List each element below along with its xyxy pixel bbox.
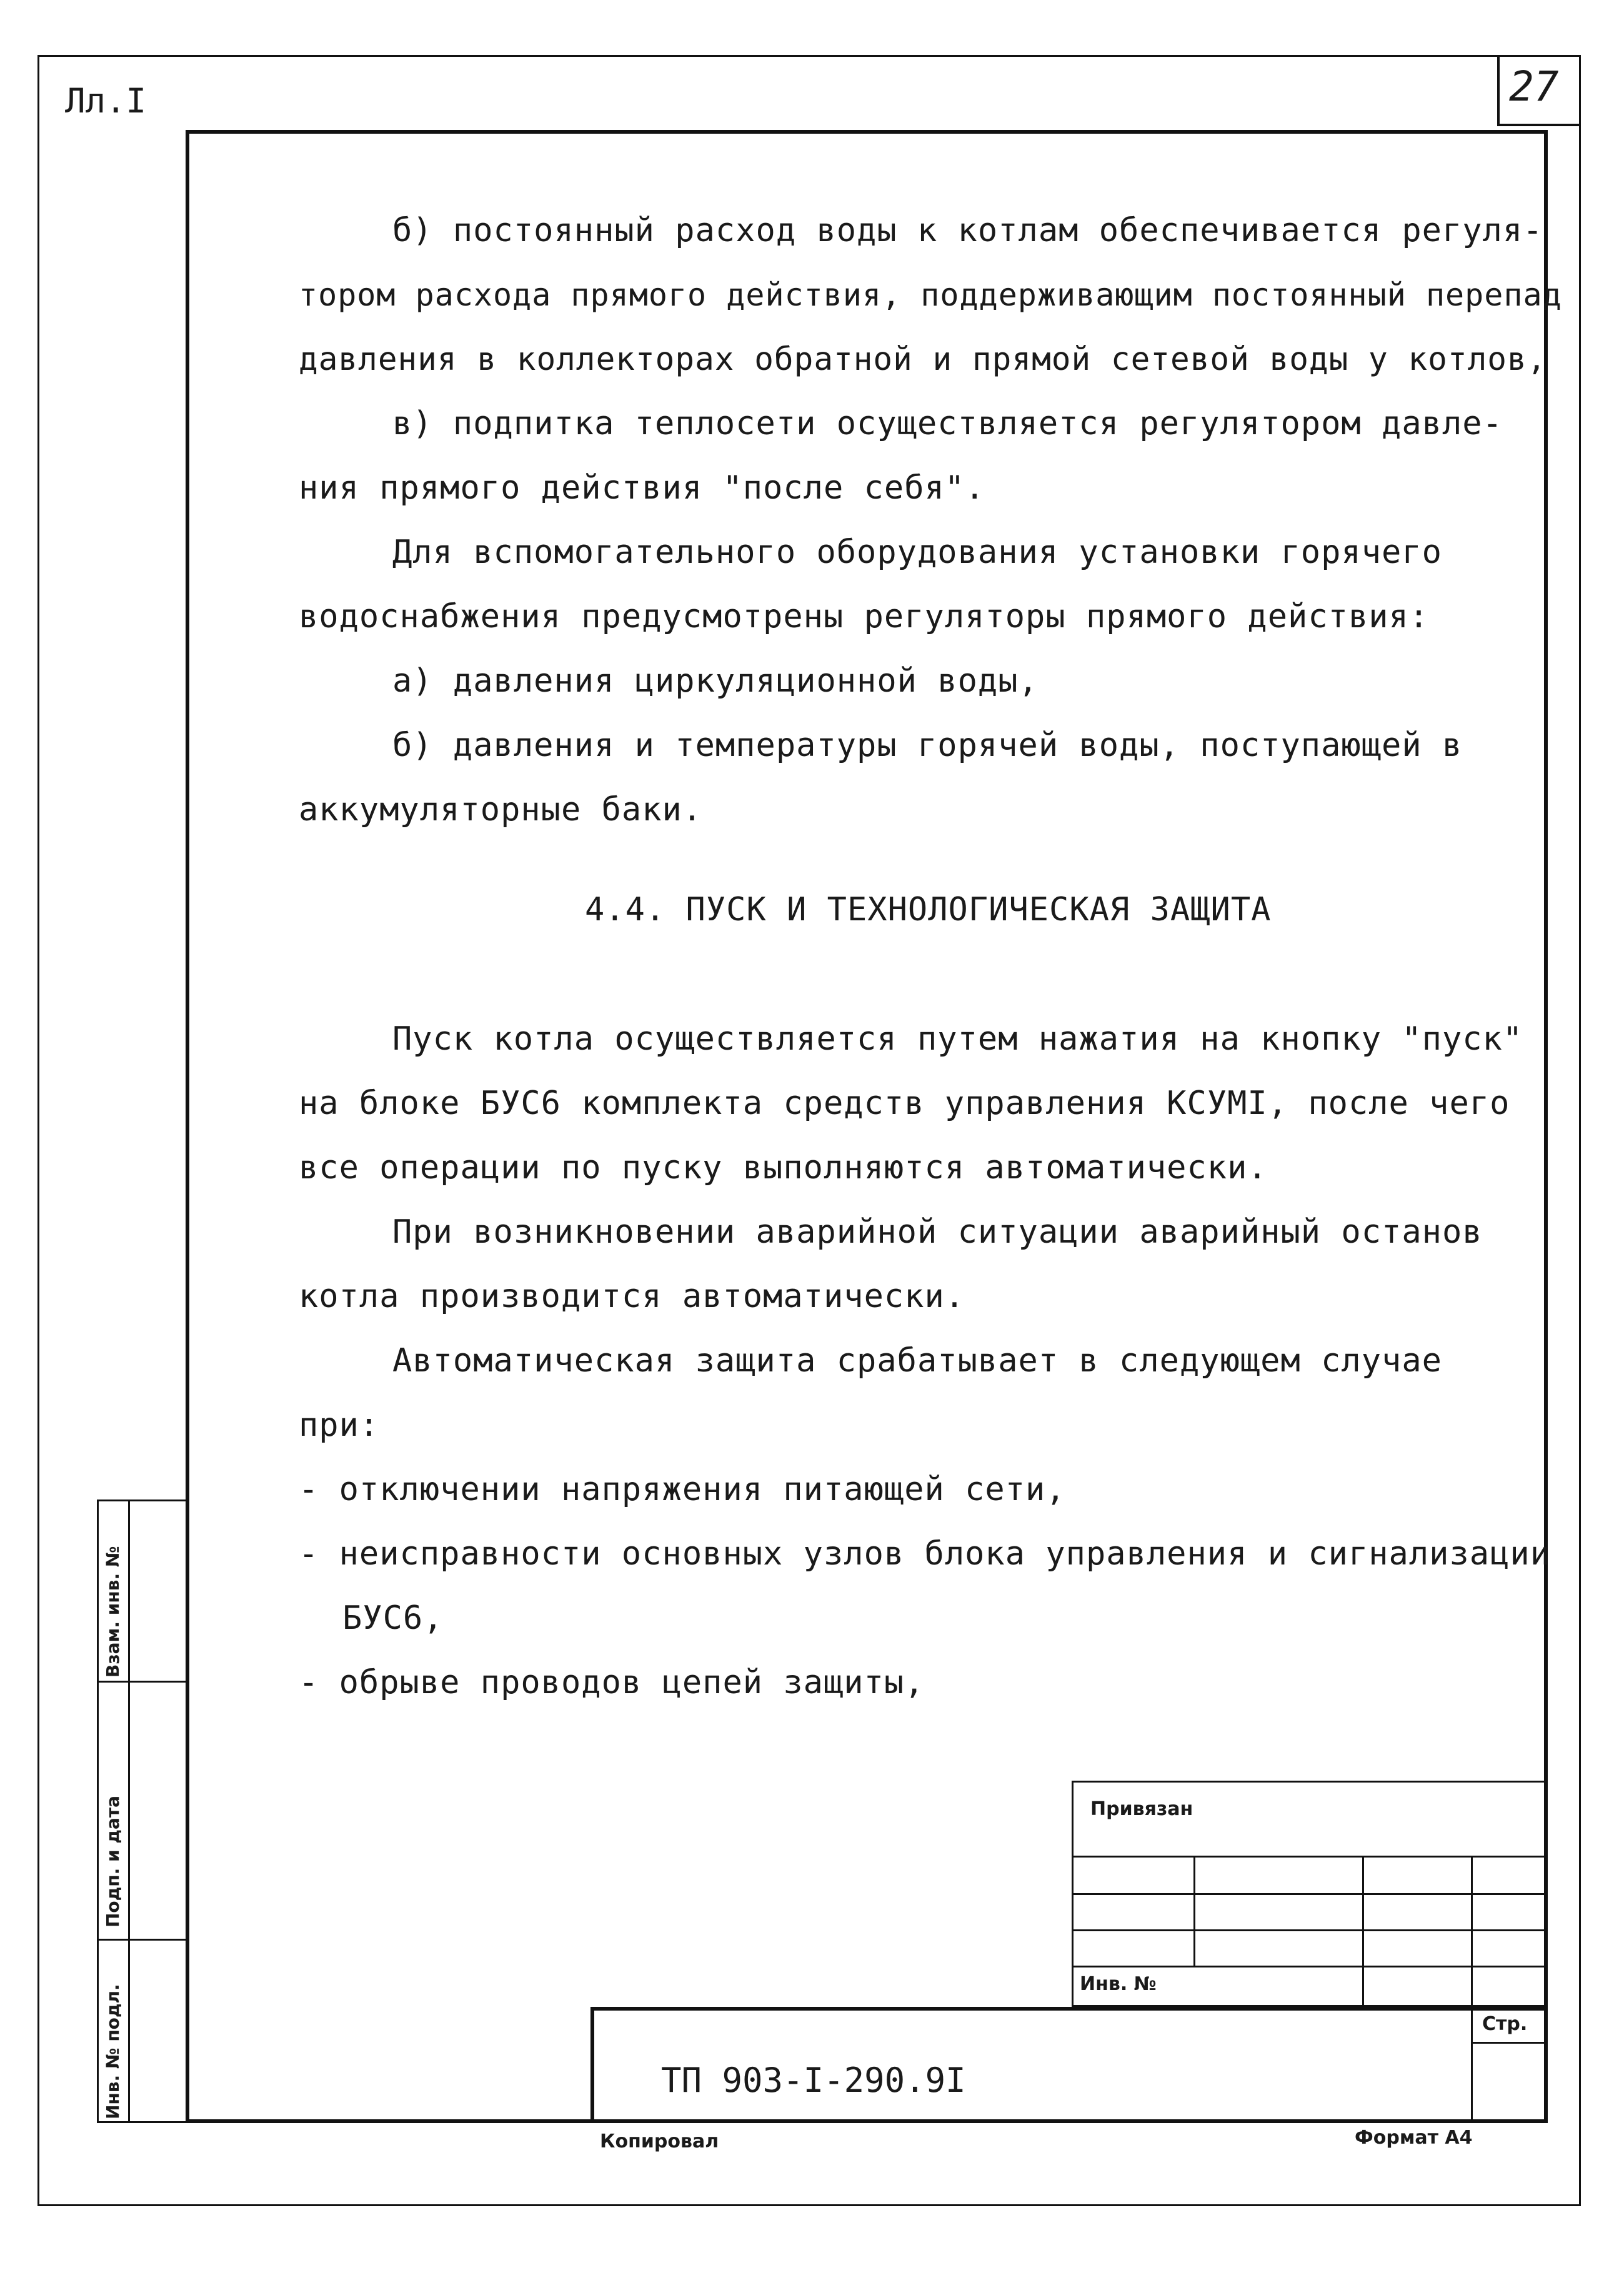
- binding-table-rule: [1072, 1929, 1546, 1931]
- paragraph-line: ния прямого действия "после себя".: [299, 469, 985, 507]
- section-title: 4.4. ПУСК И ТЕХНОЛОГИЧЕСКАЯ ЗАЩИТА: [585, 891, 1272, 928]
- side-label-podp: Подп. и дата: [102, 1795, 123, 1927]
- page-cell-divider: [1471, 2042, 1546, 2044]
- paragraph-line: Пуск котла осуществляется путем нажатия на кнопку "пуск": [392, 1020, 1523, 1058]
- page-number: 27: [1509, 62, 1559, 111]
- binding-table-rule: [1072, 1856, 1546, 1858]
- paragraph-line: тором расхода прямого действия, поддерживающим постоянный перепад: [299, 277, 1562, 313]
- paragraph-line: Для вспомогательного оборудования установки горячего: [392, 534, 1442, 571]
- page-cell-divider: [1471, 2007, 1473, 2123]
- inner-frame-top: [186, 130, 1548, 134]
- outer-frame-right: [1579, 55, 1581, 2206]
- paragraph-line: на блоке БУС6 комплекта средств управления КСУМI, после чего: [299, 1085, 1510, 1122]
- paragraph-line: б) давления и температуры горячей воды, поступающей в: [392, 727, 1463, 764]
- binding-table-col: [1193, 1856, 1195, 1966]
- paragraph-line: б) постоянный расход воды к котлам обеспечивается регуля-: [392, 212, 1543, 249]
- copied-label: Копировал: [600, 2131, 719, 2152]
- paragraph-line: При возникновении аварийной ситуации аварийный останов: [392, 1213, 1483, 1251]
- outer-frame-top: [37, 55, 1581, 57]
- binding-table-rule: [1072, 1966, 1546, 1967]
- list-item: - отключении напряжения питающей сети,: [299, 1471, 1066, 1508]
- list-item-continuation: БУС6,: [342, 1599, 444, 1637]
- inner-frame-left: [186, 130, 189, 2123]
- paragraph-line: давления в коллекторах обратной и прямой сетевой воды у котлов,: [299, 341, 1547, 378]
- binding-table-col: [1362, 1856, 1364, 2007]
- binding-label: Привязан: [1090, 1798, 1193, 1820]
- list-item: - неисправности основных узлов блока управления и сигнализации: [299, 1535, 1551, 1573]
- side-stamp-row-divider: [97, 1939, 186, 1941]
- side-stamp-divider: [128, 1500, 130, 2123]
- paragraph-line: Автоматическая защита срабатывает в следующем случае: [392, 1342, 1442, 1380]
- paragraph-line: а) давления циркуляционной воды,: [392, 662, 1039, 700]
- doc-code: ТП 903-I-290.9I: [661, 2061, 966, 2100]
- paragraph-line: аккумуляторные баки.: [299, 791, 703, 828]
- outer-frame-left: [37, 55, 39, 2204]
- paragraph-line: при:: [299, 1406, 380, 1444]
- side-stamp-row-divider: [97, 1681, 186, 1683]
- side-label-vzam: Взам. инв. №: [102, 1546, 123, 1678]
- paragraph-line: в) подпитка теплосети осуществляется регулятором давле-: [392, 405, 1503, 442]
- binding-table-rule: [1072, 1893, 1546, 1895]
- paragraph-line: котла производится автоматически.: [299, 1278, 965, 1315]
- outer-frame-bottom: [37, 2204, 1581, 2206]
- list-item: - обрыве проводов цепей защиты,: [299, 1664, 925, 1701]
- side-label-inv-podl: Инв. № подл.: [102, 1984, 123, 2119]
- paragraph-line: все операции по пуску выполняются автоматически.: [299, 1149, 1268, 1186]
- sheet-label: Лл.I: [65, 81, 147, 121]
- binding-table-col: [1471, 1856, 1473, 2007]
- paragraph-line: водоснабжения предусмотрены регуляторы прямого действия:: [299, 598, 1430, 635]
- format-label: Формат А4: [1355, 2127, 1473, 2149]
- inv-number-label: Инв. №: [1080, 1973, 1157, 1995]
- page-label: Стр.: [1482, 2013, 1528, 2035]
